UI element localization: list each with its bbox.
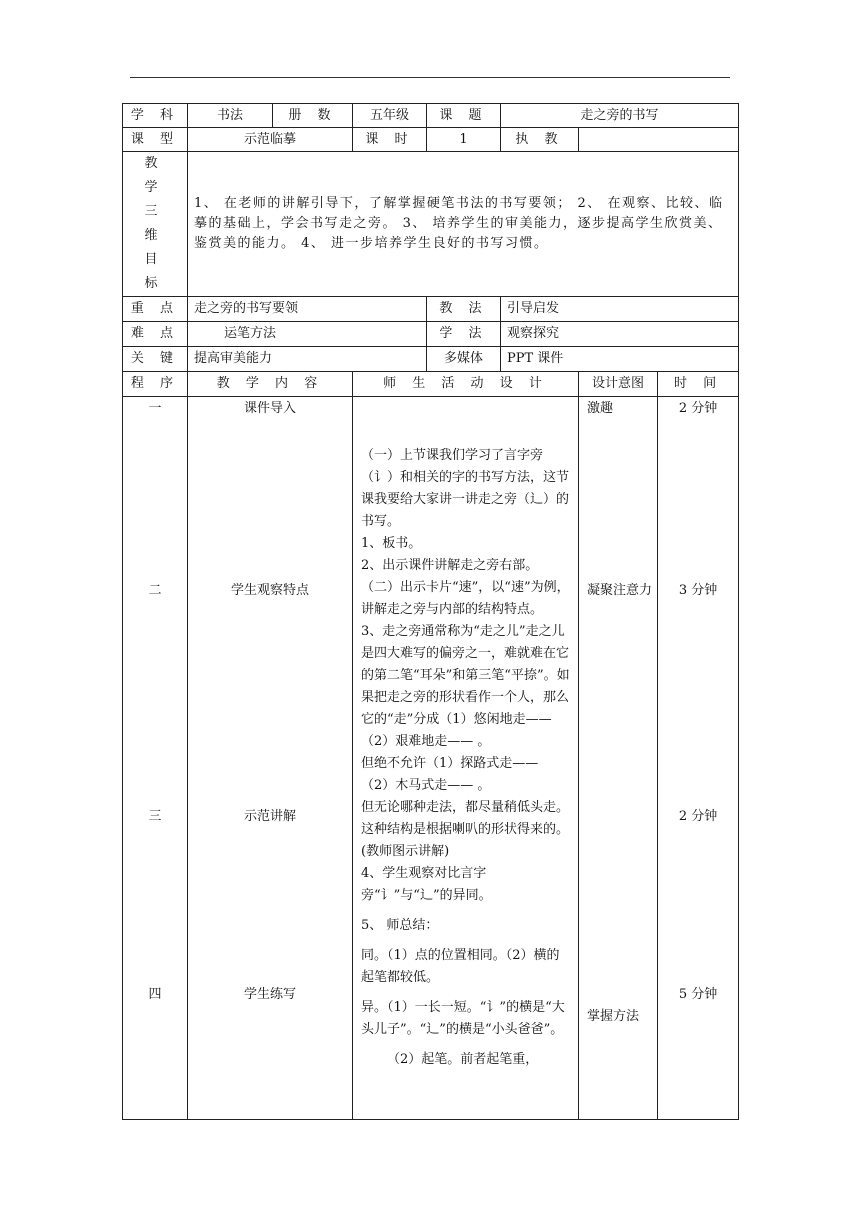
key-row-difficulty xyxy=(123,322,739,347)
activity-paragraph: （2）木马式走—— 。 xyxy=(361,778,491,793)
activity-column xyxy=(353,397,579,1120)
type-value: 示范临摹 xyxy=(188,128,353,152)
subject-value: 书法 xyxy=(188,104,273,128)
focus-value: 走之旁的书写要领 xyxy=(188,297,427,322)
teaching-method-value: 引导启发 xyxy=(501,297,739,322)
activity-paragraph: 异。（1）一长一短。“讠”的横是“大头儿子”。“辶”的横是“小头爸爸”。 xyxy=(361,1000,565,1037)
volume-value: 五年级 xyxy=(353,104,427,128)
activity-paragraph: 5、 师总结： xyxy=(361,918,439,933)
activity-paragraph: 同。（1）点的位置相同。（2）横的起笔都较低。 xyxy=(361,948,560,985)
lesson-plan-table xyxy=(122,103,739,1120)
hours-value: 1 xyxy=(427,128,501,152)
goals-text: 1、 在老师的讲解引导下，了解掌握硬笔书法的书写要领； 2、 在观察、比较、临摹的基础上，学会书写走之旁。 3、 培养学生的审美能力，逐步提高学生欣赏美、鉴赏美的能力。 4、 进一步培养学生良好的书写习惯。 xyxy=(188,152,739,297)
step-content: 课件导入 xyxy=(243,401,296,416)
key-row-focus xyxy=(123,297,739,322)
goals-row xyxy=(123,152,739,297)
teacher-value xyxy=(579,128,739,152)
activity-paragraph: （2）艰难地走—— 。 xyxy=(361,734,491,749)
step-number: 二 xyxy=(148,583,162,598)
step-intent: 激趣 xyxy=(587,401,614,416)
header-rule xyxy=(130,77,730,78)
subject-label: 学 科 xyxy=(123,104,188,128)
step-intent: 掌握方法 xyxy=(587,1009,640,1024)
difficulty-label: 难 点 xyxy=(123,322,188,347)
activity-paragraph: 但无论哪种走法，都尽量稍低头走。这种结构是根据喇叭的形状得来的。(教师图示讲解) xyxy=(361,800,570,859)
topic-label: 课 题 xyxy=(427,104,501,128)
learning-method-label: 学 法 xyxy=(427,322,501,347)
activity-paragraph: 4、学生观察对比言字旁“讠”与“辶”的异同。 xyxy=(361,866,492,903)
step-time: 2 分钟 xyxy=(678,401,718,416)
header-row-1 xyxy=(123,104,739,128)
step-content: 学生练写 xyxy=(243,987,296,1002)
hours-label: 课 时 xyxy=(353,128,427,152)
activity-paragraph: （二）出示卡片“速”，以“速”为例，讲解走之旁与内部的结构特点。 xyxy=(361,580,570,617)
media-label: 多媒体 xyxy=(427,347,501,372)
key-row-key xyxy=(123,347,739,372)
program-header: 程 序 xyxy=(123,372,188,397)
difficulty-value: 运笔方法 xyxy=(188,322,427,347)
activity-paragraph: 2、出示课件讲解走之旁右部。 xyxy=(361,558,539,573)
step-content: 学生观察特点 xyxy=(230,583,309,598)
intent-header: 设计意图 xyxy=(579,372,658,397)
activity-paragraph: 1、板书。 xyxy=(361,536,422,551)
volume-label: 册 数 xyxy=(273,104,353,128)
step-number: 四 xyxy=(148,987,162,1002)
activity-header: 师 生 活 动 设 计 xyxy=(353,372,579,397)
activity-paragraph: 3、走之旁通常称为“走之儿”走之儿是四大难写的偏旁之一，难就难在它的第二笔“耳朵”和第三笔“平捺”。如果把走之旁的形状看作一个人，那么它的“走”分成（1）悠闲地走—— xyxy=(361,624,570,727)
header-row-2 xyxy=(123,128,739,152)
focus-label: 重 点 xyxy=(123,297,188,322)
step-number: 三 xyxy=(148,809,162,824)
step-time: 3 分钟 xyxy=(678,583,718,598)
type-label: 课 型 xyxy=(123,128,188,152)
teaching-method-label: 教 法 xyxy=(427,297,501,322)
learning-method-value: 观察探究 xyxy=(501,322,739,347)
content-column xyxy=(188,397,353,1120)
process-body-row xyxy=(123,397,739,1120)
activity-paragraph: 但绝不允许（1）探路式走—— xyxy=(361,756,539,771)
goals-label: 教 学 三 维 目 标 xyxy=(123,152,188,297)
program-column xyxy=(123,397,188,1120)
step-number: 一 xyxy=(148,401,162,416)
key-label: 关 键 xyxy=(123,347,188,372)
time-header: 时 间 xyxy=(658,372,739,397)
activity-paragraph: （一）上节课我们学习了言字旁（讠）和相关的字的书写方法，这节课我要给大家讲一讲走之旁（辶）的书写。 xyxy=(361,448,570,529)
key-value: 提高审美能力 xyxy=(188,347,427,372)
step-intent: 凝聚注意力 xyxy=(587,583,653,598)
teacher-label: 执 教 xyxy=(501,128,579,152)
step-content: 示范讲解 xyxy=(243,809,296,824)
step-time: 5 分钟 xyxy=(678,987,718,1002)
topic-value: 走之旁的书写 xyxy=(501,104,739,128)
process-header-row xyxy=(123,372,739,397)
intent-column xyxy=(579,397,658,1120)
content-header: 教 学 内 容 xyxy=(188,372,353,397)
step-time: 2 分钟 xyxy=(678,809,718,824)
media-value: PPT 课件 xyxy=(501,347,739,372)
time-column xyxy=(658,397,739,1120)
activity-paragraph: （2）起笔。前者起笔重， xyxy=(387,1052,539,1067)
